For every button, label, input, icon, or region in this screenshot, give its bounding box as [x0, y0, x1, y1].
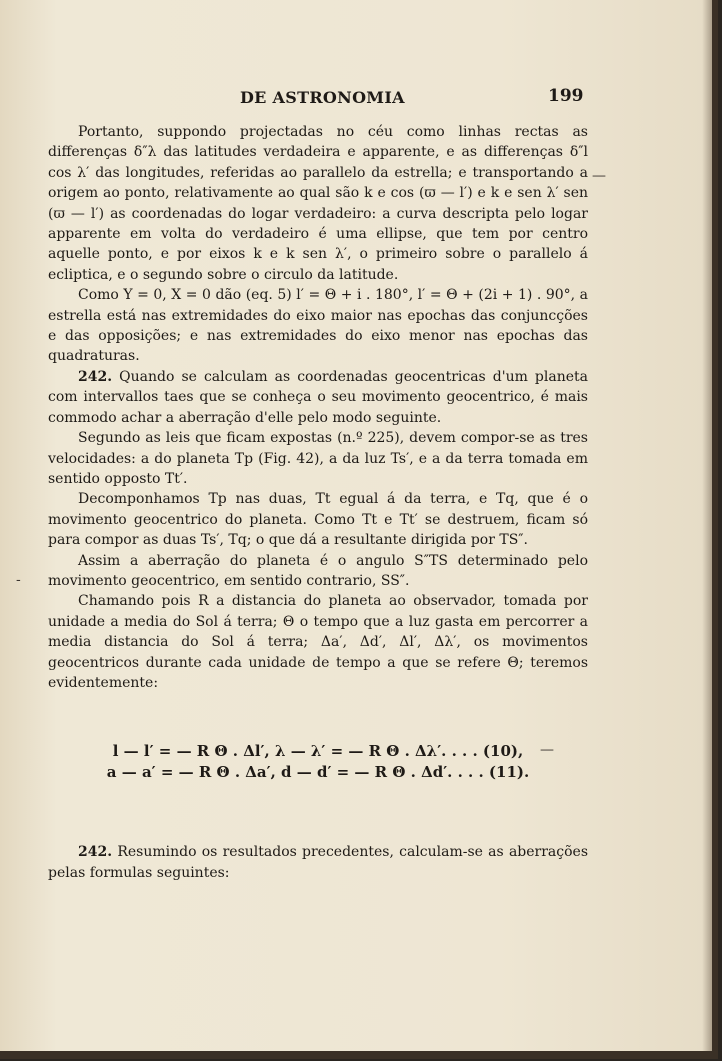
- section-number: 242.: [78, 844, 113, 861]
- margin-mark: -: [16, 572, 21, 588]
- page-edge-shadow: [702, 0, 712, 1051]
- page-header: [0, 88, 712, 112]
- section-text: Quando se calculam as coordenadas geocentricas d'um planeta com intervallos taes que se conheça o seu movimento geocentrico, é mais commodo achar a aberração d'elle pelo modo seguinte.: [48, 368, 588, 426]
- margin-mark: —: [592, 168, 606, 184]
- paragraph: Decomponhamos Tp nas duas, Tt egual á da terra, e Tq, que é o movimento geocentrico do planeta. Como Tt e Tt′ se destruem, ficam só para compor as duas Ts′, Tq; o que dá a resultante dirigida por TS″.: [48, 491, 588, 549]
- section-paragraph: [48, 367, 588, 428]
- running-title: DE ASTRONOMIA: [240, 88, 405, 107]
- margin-mark: —: [540, 742, 554, 758]
- spacer: [48, 693, 588, 741]
- section-number: 242.: [78, 368, 113, 385]
- equation-10: l — l′ = — R Θ . Δl′, λ — λ′ = — R Θ . Δλ′. . . . (10),: [112, 742, 524, 761]
- body-text: [48, 122, 588, 883]
- paragraph: Portanto, suppondo projectadas no céu como linhas rectas as differenças δ″λ das latitudes verdadeira e apparente, e as differenças δ″l cos λ′ das longitudes, referidas ao parallelo da estrella; e transportando a origem ao ponto, relativamente ao qual são k e cos (ϖ — l′) e k e sen λ′ sen (ϖ — l′) as coordenadas do logar verdadeiro: a curva descripta pelo logar apparente em volta do verdadeiro é uma ellipse, que tem por centro aquelle ponto, e por eixos k e k sen λ′, o primeiro sobre o parallelo á ecliptica, e o segundo sobre o circulo da latitude.: [48, 124, 588, 283]
- paragraph: Chamando pois R a distancia do planeta ao observador, tomada por unidade a media do Sol á terra; Θ o tempo que a luz gasta em percorrer a media distancia do Sol á terra; Δa′, Δd′, Δl′, Δλ′, os movimentos geocentricos durante cada unidade de tempo a que se refere Θ; teremos evidentemente:: [48, 593, 588, 691]
- section-text: Resumindo os resultados precedentes, calculam-se as aberrações pelas formulas seguintes:: [48, 844, 589, 881]
- page-number: 199: [548, 86, 584, 106]
- paragraph: Segundo as leis que ficam expostas (n.º 225), devem compor-se as tres velocidades: a do planeta Tp (Fig. 42), a da luz Ts′, e a da terra tomada em sentido opposto Tt′.: [48, 430, 588, 487]
- paragraph: Como Y = 0, X = 0 dão (eq. 5) l′ = Θ + i . 180°, l′ = Θ + (2i + 1) . 90°, a estrella está nas extremidades do eixo maior nas epochas das conjuncções e das opposições; e nas extremidades do eixo menor nas epochas das quadraturas.: [48, 287, 588, 365]
- paragraph: Assim a aberração do planeta é o angulo S″TS determinado pelo movimento geocentrico, em sentido contrario, SS″.: [48, 552, 588, 589]
- section-paragraph: [48, 842, 588, 883]
- equation-11: a — a′ = — R Θ . Δa′, d — d′ = — R Θ . Δd′. . . . (11).: [106, 762, 530, 781]
